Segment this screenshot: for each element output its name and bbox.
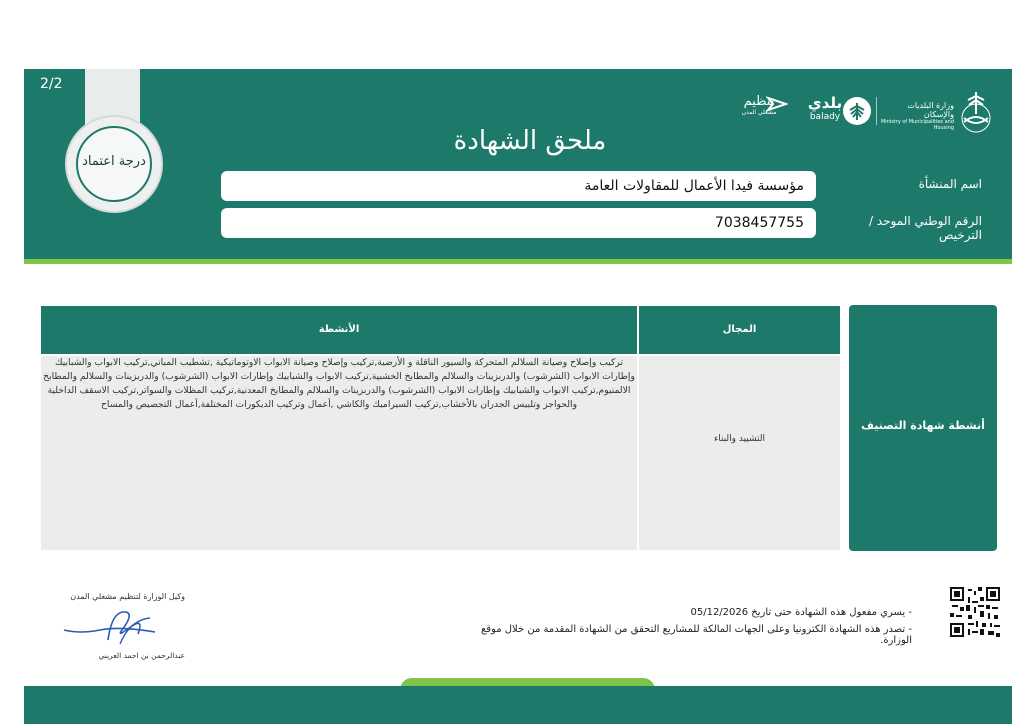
palm-logo-icon xyxy=(843,97,871,125)
ministry-name-english: Ministry of Municipalities and Housing xyxy=(880,119,954,131)
page-title: ملحق الشهادة xyxy=(453,126,607,156)
ministry-name-arabic: وزارة البلديات والإسكان xyxy=(907,101,954,119)
qr-code-icon xyxy=(950,587,1000,637)
signer-name: عبدالرحمن بن احمد العريني xyxy=(98,651,185,660)
license-number-label: الرقم الوطني الموحد /الترخيص xyxy=(868,214,982,242)
logo-divider xyxy=(876,97,877,125)
balady-logo-english: balady xyxy=(809,112,841,122)
classification-activities-label: أنشطة شهادة التصنيف xyxy=(861,419,985,432)
tanzeem-logo-title: تنظيم xyxy=(743,94,775,109)
license-number-field: 7038457755 xyxy=(221,208,816,238)
issuance-note: - تصدر هذه الشهادة الكترونيا وعلى الجهات المالكة للمشاريع التحقق من الشهادة المقدمة من خلال موقع الوزارة. xyxy=(480,624,912,646)
balady-logo xyxy=(805,94,845,122)
footer-band xyxy=(24,686,1012,724)
saudi-emblem-icon xyxy=(956,88,996,134)
balady-logo-arabic: بلدي xyxy=(807,94,843,112)
validity-note: - يسري مفعول هذه الشهادة حتى تاريخ 05/12/2026 xyxy=(690,607,912,618)
header-accent-stripe xyxy=(24,259,1012,264)
page-number: 2/2 xyxy=(40,76,63,92)
activities-cell: تركيب وإصلاح وصيانة السلالم المتحركة والسيور الناقلة و الأرضية,تركيب وإصلاح وصيانة الابواب الاوتوماتيكية ,تشطيب المباني,تركيب الابواب والشبابيك وإطارات الابواب (الشرشوب) والدربزينات والسلالم والمطابخ الخشبية,تركيب الابواب والشبابيك وإطارات الابواب (الشرشوب) والدربزينات والسلالم والمطابخ الالمنيوم,تركيب الابواب والشبابيك وإطارات الابواب (الشرشوب) والدربزينات والسلالم والمطابخ المعدنية,تركيب المظلات والسواتر,تركيب الاسقف الداخلية والحواجز وتلبيس الجدران بالأخشاب,تركيب السيراميك والكاشي ,أعمال وتركيب الديكورات المختلفة,أعمال التجصيص والمساح xyxy=(41,356,637,550)
field-cell: التشييد والبناء xyxy=(639,356,840,550)
column-header-activities: الأنشطة xyxy=(41,306,637,354)
tanzeem-arrow-icon xyxy=(766,94,788,114)
signature-image xyxy=(60,600,170,650)
ministry-logo xyxy=(880,101,954,131)
seal-text: درجة اعتماد xyxy=(82,154,146,169)
facility-name-label: اسم المنشأة xyxy=(918,177,982,191)
signer-title: وكيل الوزارة لتنظيم مشغلي المدن xyxy=(70,592,185,601)
tanzeem-logo-subtitle: مشغلي المدن xyxy=(741,109,777,116)
facility-name-field: مؤسسة فيدا الأعمال للمقاولات العامة xyxy=(221,171,816,201)
column-header-field: المجال xyxy=(639,306,840,354)
